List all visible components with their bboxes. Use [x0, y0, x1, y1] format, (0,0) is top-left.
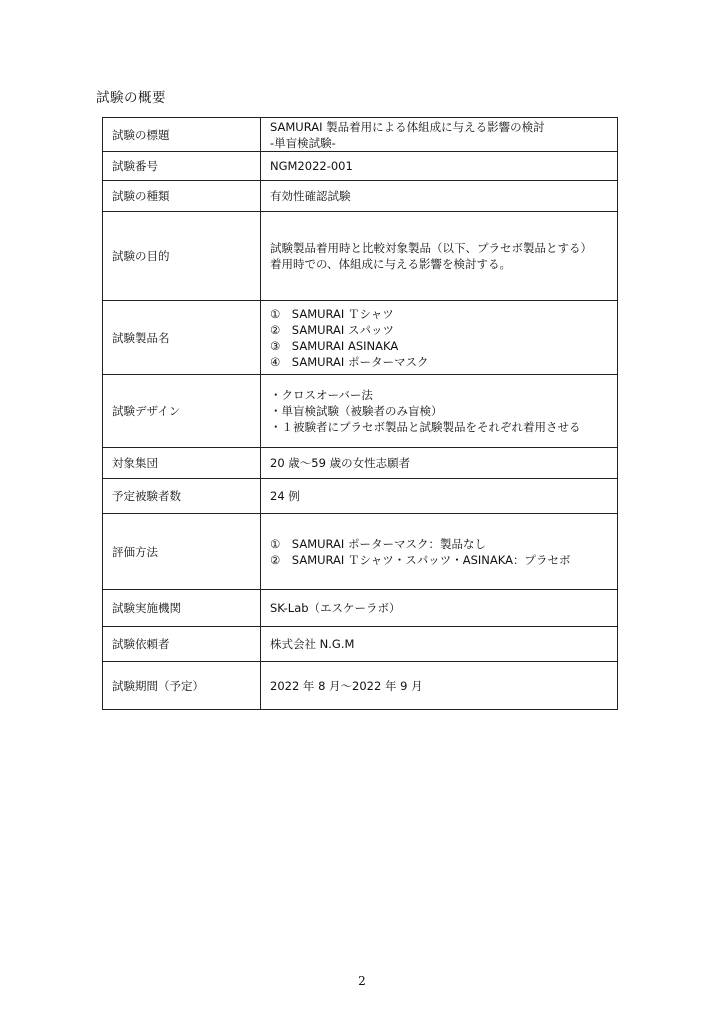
row-value: [261, 375, 618, 448]
row-label: 試験実施機関: [103, 590, 261, 627]
table-row: [103, 152, 618, 181]
table-row: [103, 662, 618, 710]
value-line: NGM2022-001: [270, 159, 353, 173]
table-row: [103, 181, 618, 212]
table-row: [103, 301, 618, 375]
row-value: [261, 514, 618, 590]
table-row: [103, 627, 618, 662]
row-label: 試験の種類: [103, 181, 261, 212]
table-row: [103, 375, 618, 448]
row-value: [261, 118, 618, 152]
value-line: -単盲検試験-: [270, 135, 336, 150]
row-value: [261, 448, 618, 479]
row-label: 試験依頼者: [103, 627, 261, 662]
page-number: 2: [358, 974, 366, 988]
value-line: 24 例: [270, 489, 300, 503]
value-line: ② SAMURAI Ｔシャツ・スパッツ・ASINAKA：プラセボ: [270, 552, 571, 567]
value-line: ④ SAMURAI ポーターマスク: [270, 354, 429, 369]
row-value: [261, 181, 618, 212]
row-label: 予定被験者数: [103, 479, 261, 514]
value-line: 有効性確認試験: [270, 189, 351, 203]
row-value: [261, 212, 618, 301]
value-line: 2022 年 8 月～2022 年 9 月: [270, 678, 423, 693]
value-line: 株式会社 N.G.M: [270, 637, 355, 651]
value-line: ② SAMURAI スパッツ: [270, 322, 394, 337]
value-line: SAMURAI 製品着用による体組成に与える影響の検討: [270, 119, 545, 134]
value-line: SK-Lab（エスケーラボ）: [270, 601, 401, 615]
value-line: 試験製品着用時と比較対象製品（以下、プラセボ製品とする）: [270, 241, 592, 255]
row-label: 試験デザイン: [103, 375, 261, 448]
row-value: [261, 301, 618, 375]
row-value: [261, 479, 618, 514]
row-label: 試験の標題: [103, 118, 261, 152]
page-title: 試験の概要: [96, 90, 166, 106]
row-label: 評価方法: [103, 514, 261, 590]
summary-table: [102, 117, 618, 710]
table-row: [103, 448, 618, 479]
table-row: [103, 118, 618, 152]
table-row: [103, 479, 618, 514]
table-row: [103, 590, 618, 627]
value-line: ・クロスオーバー法: [270, 388, 373, 402]
row-value: [261, 152, 618, 181]
row-label: 対象集団: [103, 448, 261, 479]
row-value: [261, 590, 618, 627]
row-value: [261, 662, 618, 710]
row-label: 試験の目的: [103, 212, 261, 301]
row-label: 試験製品名: [103, 301, 261, 375]
value-line: ③ SAMURAI ASINAKA: [270, 338, 399, 353]
value-line: ① SAMURAI Ｔシャツ: [270, 306, 394, 321]
value-line: 着用時での、体組成に与える影響を検討する。: [270, 257, 512, 271]
value-line: ・１被験者にプラセボ製品と試験製品をそれぞれ着用させる: [270, 420, 581, 434]
value-line: ① SAMURAI ポーターマスク：製品なし: [270, 536, 486, 551]
table-row: [103, 514, 618, 590]
row-label: 試験期間（予定）: [103, 662, 261, 710]
value-line: ・単盲検試験（被験者のみ盲検）: [270, 404, 443, 418]
table-row: [103, 212, 618, 301]
row-label: 試験番号: [103, 152, 261, 181]
value-line: 20 歳～59 歳の女性志願者: [270, 456, 411, 470]
row-value: [261, 627, 618, 662]
